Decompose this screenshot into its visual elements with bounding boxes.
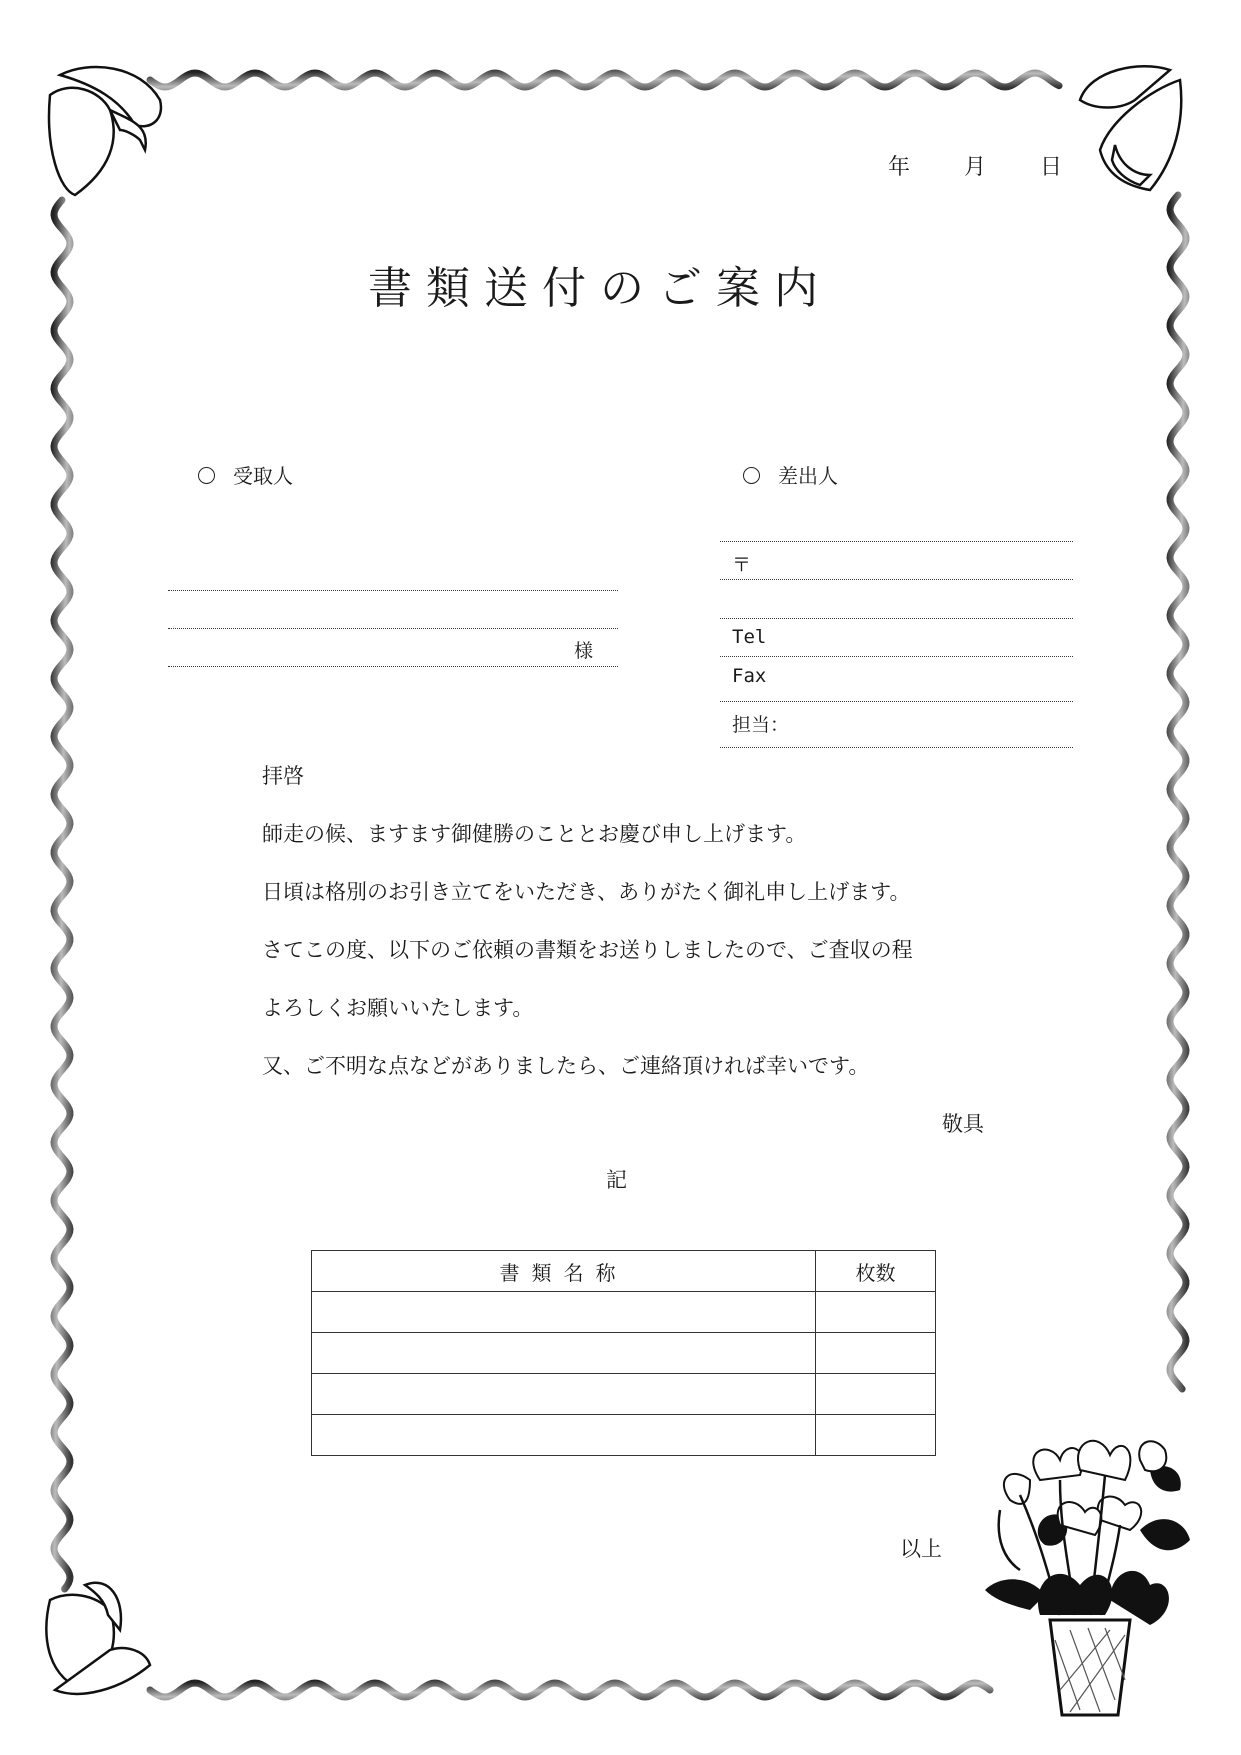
recipient-line-1[interactable]: [168, 590, 618, 591]
sender-label-text: 差出人: [778, 464, 838, 488]
ribbon-border-segment: [150, 73, 1059, 87]
ribbon-border-segment: [150, 1683, 990, 1697]
document-name-cell[interactable]: [312, 1374, 816, 1415]
date-day-label: 日: [1040, 155, 1063, 180]
cyclamen-flower-icon: [49, 67, 161, 195]
sender-label: [743, 460, 838, 489]
page-title: 書類送付のご案内: [368, 263, 832, 314]
letter-line-2: 日頃は格別のお引き立てをいただき、ありがたく御礼申し上げます。: [262, 880, 911, 904]
sender-line-top: [720, 541, 1073, 542]
table-row: [312, 1374, 936, 1415]
sender-contact-line[interactable]: [720, 747, 1073, 748]
cyclamen-flower-icon: [46, 1583, 150, 1694]
letter-line-5: 又、ご不明な点などがありましたら、ご連絡頂ければ幸いです。: [262, 1054, 870, 1078]
ribbon-border-segment: [1170, 195, 1186, 1389]
recipient-line-3[interactable]: [168, 666, 618, 667]
page-count-cell[interactable]: [816, 1415, 936, 1456]
date-year-label: 年: [888, 155, 911, 180]
sender-contact-label: 担当：: [732, 714, 790, 736]
potted-cyclamen-icon: [985, 1441, 1190, 1715]
document-name-cell[interactable]: [312, 1333, 816, 1374]
circle-bullet-icon: [743, 467, 760, 484]
recipient-label-text: 受取人: [233, 464, 293, 488]
cyclamen-flower-icon: [1080, 66, 1181, 190]
letter-line-3: さてこの度、以下のご依頼の書類をお送りしましたので、ご査収の程: [262, 938, 913, 962]
column-header-page-count: 枚数: [816, 1251, 936, 1292]
table-row: [312, 1333, 936, 1374]
document-name-cell[interactable]: [312, 1415, 816, 1456]
circle-bullet-icon: [198, 467, 215, 484]
table-header-row: [312, 1251, 936, 1292]
date-month-label: 月: [964, 155, 987, 180]
letter-opening: 拝啓: [262, 764, 304, 788]
page-count-cell[interactable]: [816, 1374, 936, 1415]
sender-postal-mark: 〒: [732, 554, 752, 576]
sender-tel-line[interactable]: [720, 656, 1073, 657]
document-name-cell[interactable]: [312, 1292, 816, 1333]
column-header-document-name: 書類名称: [312, 1251, 816, 1292]
end-mark: 以上: [900, 1537, 942, 1561]
page-count-cell[interactable]: [816, 1292, 936, 1333]
documents-table: [311, 1250, 936, 1456]
sender-address-line-1[interactable]: [720, 579, 1073, 580]
letter-line-1: 師走の候、ますます御健勝のこととお慶び申し上げます。: [262, 822, 807, 846]
sender-address-line-2[interactable]: [720, 618, 1073, 619]
letter-closing: 敬具: [942, 1112, 984, 1136]
ribbon-border-segment: [54, 200, 70, 1589]
table-row: [312, 1415, 936, 1456]
sender-fax-label: Fax: [732, 665, 767, 687]
sender-fax-line[interactable]: [720, 701, 1073, 702]
recipient-honorific: 様: [574, 640, 594, 662]
sender-tel-label: Tel: [732, 626, 767, 648]
recipient-label: [198, 460, 293, 489]
letter-line-4: よろしくお願いいたします。: [262, 996, 534, 1020]
page-count-cell[interactable]: [816, 1333, 936, 1374]
table-row: [312, 1292, 936, 1333]
recipient-line-2[interactable]: [168, 628, 618, 629]
note-heading: 記: [606, 1168, 627, 1192]
